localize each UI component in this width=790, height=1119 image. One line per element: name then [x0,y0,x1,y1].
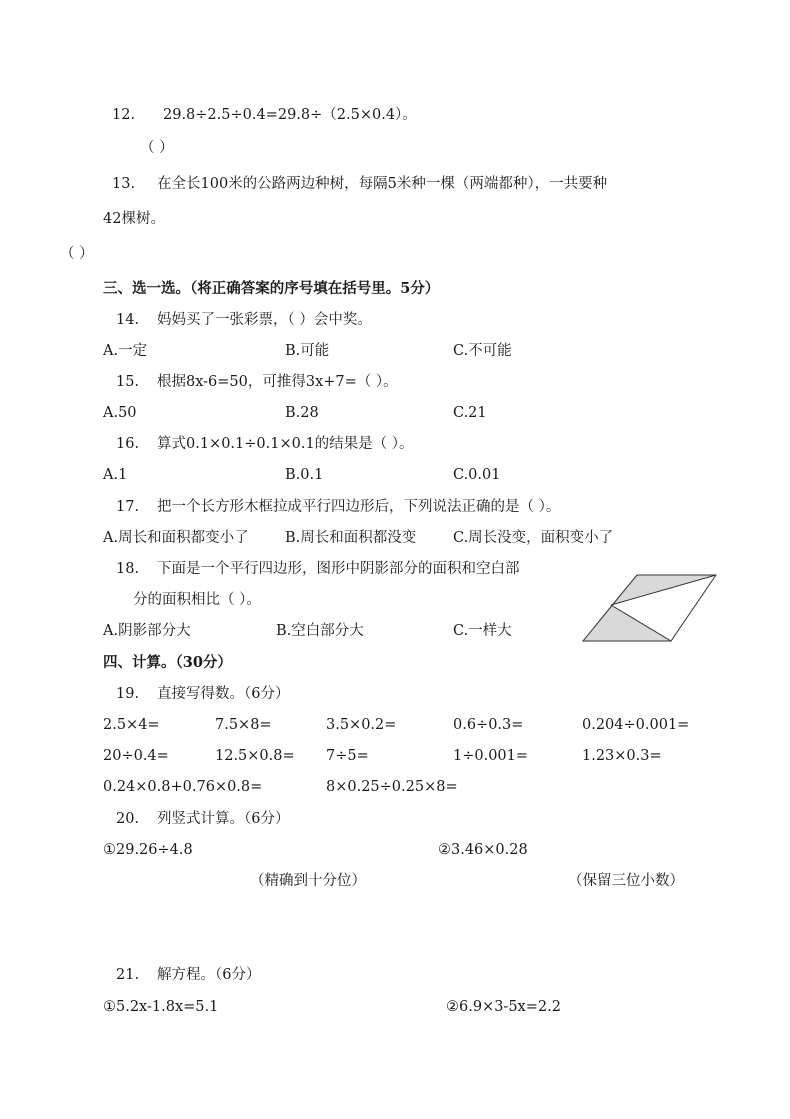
q17-option-a: A.周长和面积都变小了 [103,530,249,546]
q19-item: 1.23×0.3= [582,748,662,764]
q19-item: 7.5×8= [215,717,272,733]
q14-statement: 妈妈买了一张彩票，（ ）会中奖。 [157,312,372,328]
q17-statement: 把一个长方形木框拉成平行四边形后，下列说法正确的是（ ）。 [157,499,561,515]
q17-option-b: B.周长和面积都没变 [285,530,417,546]
q19-item: 3.5×0.2= [326,717,397,733]
q20-instruction: 列竖式计算。（6分） [157,811,290,827]
q15-option-a: A.50 [103,405,137,421]
q20-note-2: （保留三位小数） [568,873,684,889]
q13-statement-line1: 在全长100米的公路两边种树，每隔5米种一棵（两端都种），一共要种 [157,176,608,192]
parallelogram-figure [580,574,720,644]
q13-statement-line2: 42棵树。 [103,211,165,227]
q19-item: 0.24×0.8+0.76×0.8= [103,779,263,795]
q19-item: 0.204÷0.001= [582,717,690,733]
q15-number: 15. [116,374,140,390]
q16-option-a: A.1 [103,467,128,483]
shaded-region-lower [583,605,671,641]
q21-problem-2: ②6.9×3-5x=2.2 [446,999,561,1015]
q19-item: 8×0.25÷0.25×8= [326,779,458,795]
q18-option-b: B.空白部分大 [276,623,364,639]
q16-number: 16. [116,436,140,452]
q14-option-a: A.一定 [103,343,148,359]
q17-option-c: C.周长没变，面积变小了 [453,530,614,546]
q18-option-a: A.阴影部分大 [103,623,191,639]
q16-statement: 算式0.1×0.1÷0.1×0.1的结果是（ ）。 [157,436,414,452]
q18-option-c: C.一样大 [453,623,512,639]
q17-number: 17. [116,499,140,515]
q20-problem-1: ①29.26÷4.8 [103,842,193,858]
q12-answer-blank: （ ） [140,140,174,156]
q21-number: 21. [116,967,140,983]
q18-statement-line1: 下面是一个平行四边形，图形中阴影部分的面积和空白部 [157,561,520,577]
q20-problem-2: ②3.46×0.28 [438,842,528,858]
q16-option-c: C.0.01 [453,467,501,483]
q18-number: 18. [116,561,140,577]
q20-note-1: （精确到十分位） [250,873,366,889]
q15-statement: 根据8x-6=50，可推得3x+7=（ ）。 [157,374,398,390]
q21-instruction: 解方程。（6分） [157,967,261,983]
q12-statement: 29.8÷2.5÷0.4=29.8÷（2.5×0.4）。 [163,107,417,123]
q14-option-c: C.不可能 [453,343,512,359]
q19-item: 7÷5= [326,748,369,764]
q14-option-b: B.可能 [285,343,330,359]
q21-problem-1: ①5.2x-1.8x=5.1 [103,999,219,1015]
q19-item: 0.6÷0.3= [453,717,524,733]
q12-number: 12. [112,107,136,123]
q16-option-b: B.0.1 [285,467,324,483]
q13-answer-blank: （ ） [60,246,94,262]
q19-item: 2.5×4= [103,717,160,733]
q15-option-b: B.28 [285,405,319,421]
q20-number: 20. [116,811,140,827]
q18-statement-line2: 分的面积相比（ ）。 [133,592,261,608]
q19-number: 19. [116,686,140,702]
q19-item: 20÷0.4= [103,748,169,764]
section4-heading: 四、计算。（30分） [103,654,232,671]
q15-option-c: C.21 [453,405,487,421]
q14-number: 14. [116,312,140,328]
q13-number: 13. [112,176,136,192]
section3-heading: 三、选一选。（将正确答案的序号填在括号里。5分） [103,280,440,297]
q19-instruction: 直接写得数。（6分） [157,686,290,702]
q19-item: 12.5×0.8= [215,748,295,764]
q19-item: 1÷0.001= [453,748,529,764]
